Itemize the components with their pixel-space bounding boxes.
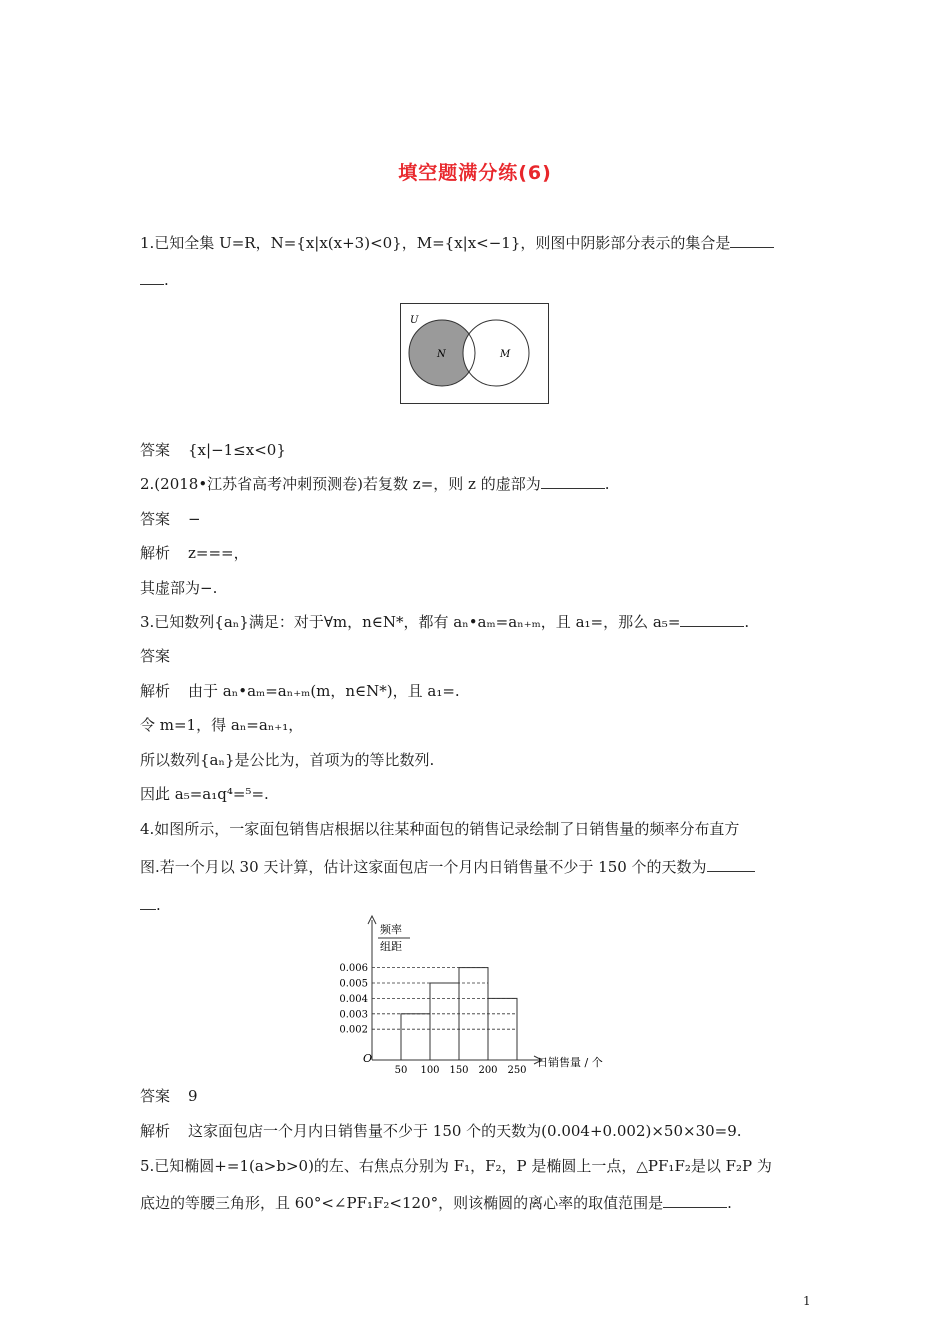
y-tick-label: 0.006 [339, 963, 368, 975]
venn-diagram [400, 303, 550, 405]
q2-conclusion: 其虚部为−. [140, 579, 218, 597]
q4-analysis: 解析 这家面包店一个月内日销售量不少于 150 个的天数为(0.004+0.002)×50×30=9. [140, 1122, 742, 1140]
answer-blank [730, 233, 774, 248]
q4-text-line1: 4.如图所示，一家面包销售店根据以往某种面包的销售记录绘制了日销售量的频率分布直方 [140, 820, 740, 838]
y-label-top: 频率 [380, 923, 402, 936]
answer-blank [140, 270, 164, 285]
q3-analysis: 解析 由于 aₙ•aₘ=aₙ₊ₘ(m，n∈N*)，且 a₁=. [140, 682, 460, 700]
y-tick-label: 0.003 [339, 1009, 368, 1021]
x-tick-label: 250 [507, 1065, 527, 1074]
venn-label-u: U [410, 315, 419, 326]
y-tick-label: 0.004 [339, 993, 368, 1005]
origin-label: O [363, 1052, 373, 1065]
answer-blank [663, 1193, 727, 1208]
x-tick-label: 200 [478, 1065, 498, 1074]
q1-text: 1.已知全集 U=R，N={x|x(x+3)<0}，M={x|x<−1}，则图中阴影部分表示的集合是 [140, 233, 774, 253]
page-title: 填空题满分练(6) [398, 162, 552, 184]
q2-text: 2.(2018•江苏省高考冲刺预测卷)若复数 z=，则 z 的虚部为 . [140, 475, 610, 493]
venn-circle-m [463, 320, 529, 386]
y-label-bottom: 组距 [380, 940, 402, 953]
q4-answer: 答案 9 [140, 1087, 198, 1105]
q3-step-1: 令 m=1，得 aₙ=aₙ₊₁， [140, 716, 304, 734]
page-number: 1 [803, 1294, 811, 1308]
q3-text: 3.已知数列{aₙ}满足：对于∀m，n∈N*，都有 aₙ•aₘ=aₙ₊ₘ，且 a₁=，那么 a₅= . [140, 613, 750, 631]
x-tick-label: 150 [449, 1065, 469, 1074]
y-tick-label: 0.005 [339, 978, 368, 990]
q2-analysis: 解析 z===， [140, 544, 249, 562]
answer-blank [541, 474, 605, 489]
answer-blank [680, 612, 744, 627]
q3-answer: 答案 [140, 647, 171, 665]
answer-blank [140, 895, 156, 910]
q3-step-2: 所以数列{aₙ}是公比为，首项为的等比数列. [140, 751, 435, 769]
x-tick-label: 100 [420, 1065, 440, 1074]
answer-blank [707, 857, 755, 872]
q5-text-line1: 5.已知椭圆+=1(a>b>0)的左、右焦点分别为 F₁，F₂，P 是椭圆上一点，△PF₁F₂是以 F₂P 为 [140, 1157, 772, 1175]
histogram-bar [401, 1014, 430, 1060]
q4-text-line3: . [140, 895, 161, 915]
q1-text-cont: . [140, 270, 169, 290]
q4-text-line2: 图.若一个月以 30 天计算，估计这家面包店一个月内日销售量不少于 150 个的天数为 [140, 857, 755, 877]
venn-label-n: N [437, 349, 446, 360]
venn-label-m: M [500, 349, 511, 360]
q3-step-3: 因此 a₅=a₁q⁴=⁵=. [140, 785, 269, 803]
q2-answer: 答案 − [140, 510, 201, 528]
x-tick-label: 50 [394, 1065, 408, 1074]
x-axis-label: 日销售量 / 个 [537, 1056, 603, 1069]
q1-answer: 答案 {x|−1≤x<0} [140, 441, 286, 459]
q5-text-line2: 底边的等腰三角形，且 60°<∠PF₁F₂<120°，则该椭圆的离心率的取值范围是 . [140, 1194, 732, 1212]
histogram-bar [430, 983, 459, 1060]
y-tick-label: 0.002 [339, 1024, 368, 1036]
frequency-histogram [330, 914, 620, 1074]
